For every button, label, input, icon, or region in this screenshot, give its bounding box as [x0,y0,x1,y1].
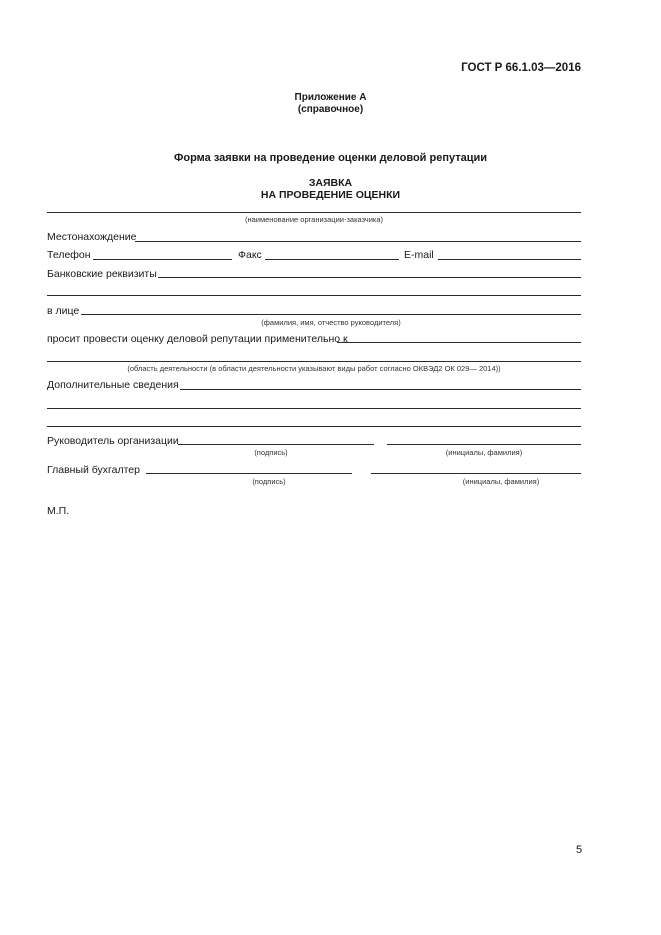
additional-info-label: Дополнительные сведения [47,379,179,391]
fax-field[interactable] [265,259,399,260]
org-name-hint: (наименование организации-заказчика) [244,215,384,224]
appendix-title: Приложение А [294,92,367,103]
additional-info-field-3[interactable] [47,426,581,427]
head-initials-field[interactable] [387,444,581,445]
person-label: в лице [47,305,80,317]
accountant-initials-field[interactable] [371,473,581,474]
accountant-initials-hint: (инициалы, фамилия) [462,477,540,486]
additional-info-field[interactable] [180,389,581,390]
bank-details-field[interactable] [158,277,581,278]
stamp-label: М.П. [47,505,70,517]
request-title-line-1: ЗАЯВКА [308,177,353,189]
org-name-field[interactable] [47,212,581,213]
activity-field-2[interactable] [47,361,581,362]
request-text: просит провести оценку деловой репутации применительно к [47,333,348,345]
accountant-label: Главный бухгалтер [47,464,140,476]
email-label: E-mail [404,249,434,261]
phone-label: Телефон [47,249,91,261]
activity-hint: (область деятельности (в области деятельности указывают виды работ согласно ОКВЭД2 ОК 029— 2014)) [127,364,501,373]
request-heading [0,177,661,201]
additional-info-field-2[interactable] [47,408,581,409]
head-label: Руководитель организации [47,435,179,447]
accountant-signature-hint: (подпись) [252,477,286,486]
form-title: Форма заявки на проведение оценки деловой репутации [173,152,488,164]
bank-details-field-2[interactable] [47,295,581,296]
location-field[interactable] [135,241,581,242]
person-field[interactable] [81,314,581,315]
accountant-signature-field[interactable] [146,473,352,474]
head-signature-hint: (подпись) [254,448,288,457]
head-initials-hint: (инициалы, фамилия) [445,448,523,457]
document-code: ГОСТ Р 66.1.03—2016 [461,62,581,74]
location-label: Местонахождение [47,231,137,243]
bank-details-label: Банковские реквизиты [47,268,157,280]
person-hint: (фамилия, имя, отчество руководителя) [261,318,401,327]
appendix-subtitle: (справочное) [297,104,364,115]
request-title-line-2: НА ПРОВЕДЕНИЕ ОЦЕНКИ [260,189,401,201]
page-number: 5 [576,844,583,856]
activity-field[interactable] [337,342,581,343]
appendix-heading [0,92,661,116]
email-field[interactable] [438,259,581,260]
fax-label: Факс [238,249,262,261]
phone-field[interactable] [93,259,232,260]
head-signature-field[interactable] [178,444,374,445]
